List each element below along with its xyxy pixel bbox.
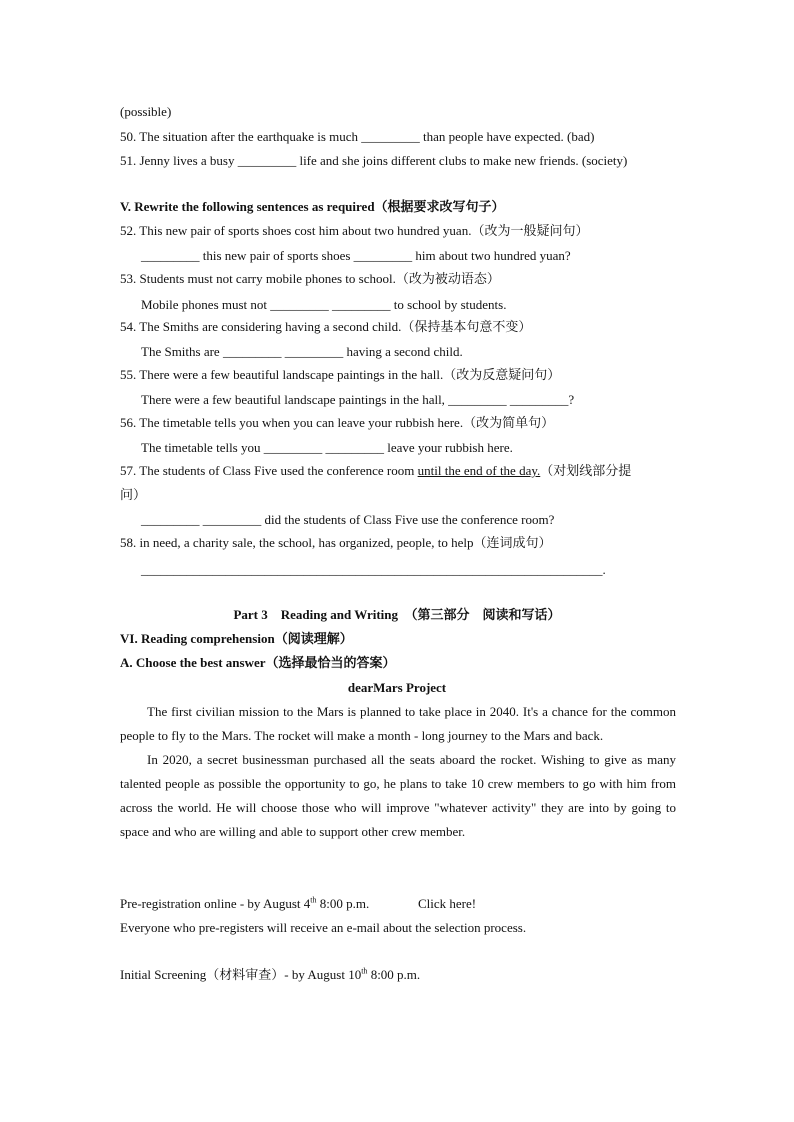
ordinal-suffix: th (310, 895, 317, 905)
question-55: 55. There were a few beautiful landscape paintings in the hall.（改为反意疑问句） (120, 367, 561, 382)
answer-56: The timetable tells you _________ _________ leave your rubbish here. (141, 440, 513, 455)
question-58: 58. in need, a charity sale, the school, has organized, people, to help（连词成句） (120, 535, 552, 550)
pre-registration-line (120, 896, 369, 912)
answer-58-line: _______________________________________________________________________. (141, 562, 606, 577)
passage-title: dearMars Project (347, 680, 447, 695)
question-56: 56. The timetable tells you when you can leave your rubbish here.（改为简单句） (120, 415, 555, 430)
question-52: 52. This new pair of sports shoes cost him about two hundred yuan.（改为一般疑问句） (120, 223, 589, 238)
initial-screening-text: Initial Screening（材料审查）- by August 10 (120, 967, 362, 982)
question-57-text: 57. The students of Class Five used the conference room (120, 463, 418, 478)
question-50: 50. The situation after the earthquake is much _________ than people have expected. (bad) (120, 129, 595, 144)
question-57-instruction: （对划线部分提 (540, 463, 632, 478)
part-3-heading: Part 3 Reading and Writing （第三部分 阅读和写话） (233, 607, 561, 622)
initial-screening-time: 8:00 p.m. (367, 967, 421, 982)
question-51: 51. Jenny lives a busy _________ life and she joins different clubs to make new friends. (society) (120, 153, 628, 168)
click-here-link[interactable]: Click here! (418, 896, 477, 911)
ordinal-suffix: th (361, 966, 368, 976)
email-info: Everyone who pre-registers will receive an e-mail about the selection process. (120, 920, 527, 935)
paragraph-2: In 2020, a secret businessman purchased all the seats aboard the rocket. Wishing to give as many talented people as possible the opportunity to go, he plans to take 10 crew members to go with him from across the world. He will choose those who will improve "whatever activity" they are into by going to space and who are willing and able to support other crew member. (120, 752, 676, 839)
section-5-heading: V. Rewrite the following sentences as required（根据要求改写句子） (120, 199, 505, 214)
answer-54: The Smiths are _________ _________ having a second child. (141, 344, 463, 359)
initial-screening-line (120, 967, 420, 983)
pre-registration-time: 8:00 p.m. (316, 896, 370, 911)
text-line: (possible) (120, 104, 172, 119)
paragraph-1: The first civilian mission to the Mars is planned to take place in 2040. It's a chance for the common people to fly to the Mars. The rocket will make a month - long journey to the Mars and back. (120, 704, 676, 743)
answer-55: There were a few beautiful landscape paintings in the hall, _________ _________? (141, 392, 575, 407)
question-54: 54. The Smiths are considering having a second child.（保持基本句意不变） (120, 319, 532, 334)
answer-53: Mobile phones must not _________ _________ to school by students. (141, 297, 507, 312)
pre-registration-text: Pre-registration online - by August 4 (120, 896, 311, 911)
question-57 (120, 463, 631, 479)
section-a-heading: A. Choose the best answer（选择最恰当的答案） (120, 655, 396, 670)
passage-body (120, 700, 676, 844)
section-6-heading: VI. Reading comprehension（阅读理解） (120, 631, 353, 646)
answer-57: _________ _________ did the students of Class Five use the conference room? (141, 512, 555, 527)
question-53: 53. Students must not carry mobile phones to school.（改为被动语态） (120, 271, 500, 286)
answer-52: _________ this new pair of sports shoes _________ him about two hundred yuan? (141, 248, 571, 263)
question-57-cont: 问） (120, 487, 147, 502)
underlined-phrase: until the end of the day. (417, 463, 541, 478)
